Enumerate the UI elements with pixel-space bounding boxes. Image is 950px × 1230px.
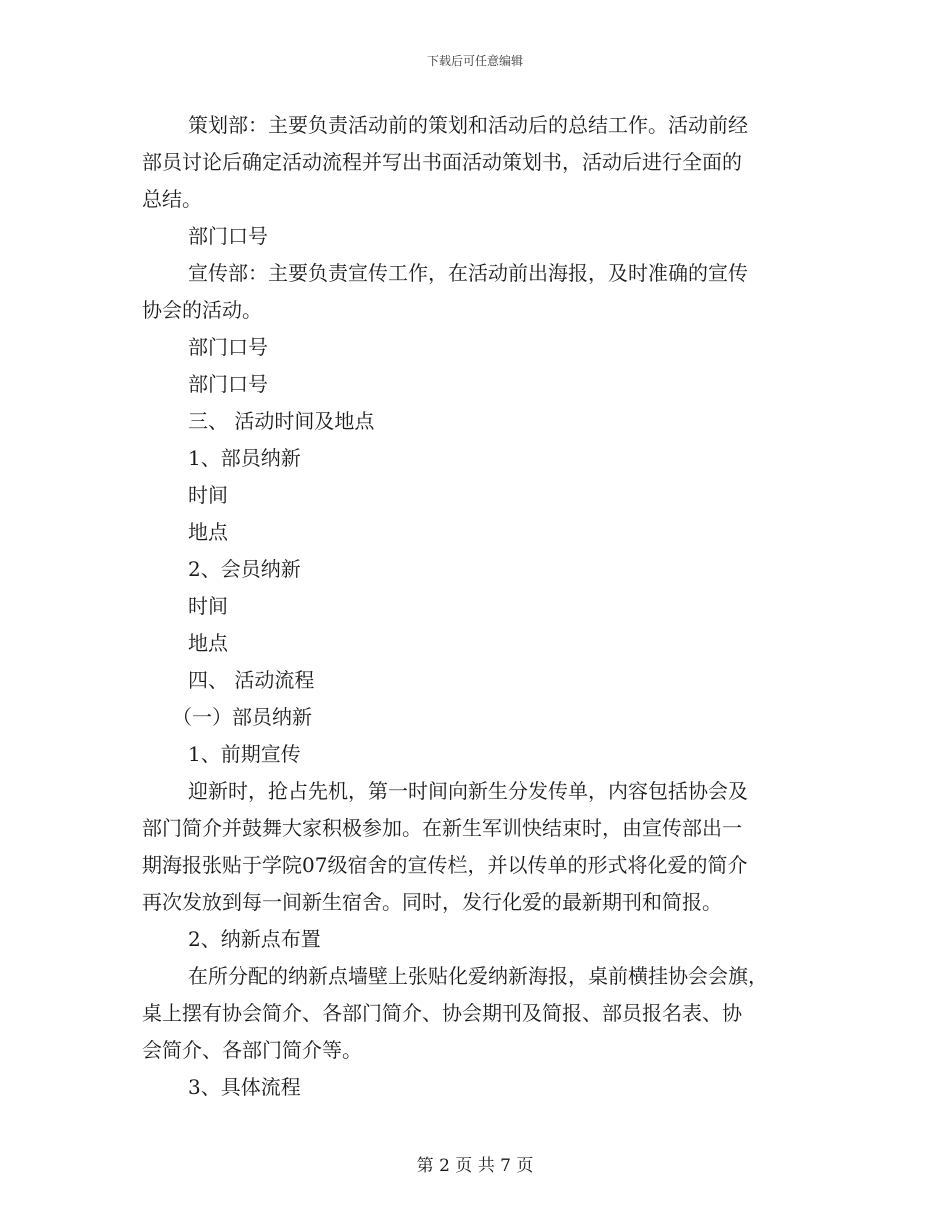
paragraph-line: 部员讨论后确定活动流程并写出书面活动策划书，活动后进行全面的 (142, 150, 742, 174)
paragraph-line: 地点 (188, 631, 228, 655)
paragraph-line: 协会的活动。 (142, 298, 262, 322)
subsection-heading: （一）部员纳新 (172, 705, 312, 729)
subsection-heading: 1、部员纳新 (188, 446, 301, 470)
paragraph-line: 部门口号 (188, 335, 268, 359)
paragraph-line: 策划部：主要负责活动前的策划和活动后的总结工作。活动前经 (188, 113, 748, 137)
paragraph-line: 时间 (188, 483, 228, 507)
paragraph-line: 期海报张贴于学院07级宿舍的宣传栏，并以传单的形式将化爱的简介 (142, 853, 748, 877)
paragraph-line: 地点 (188, 520, 228, 544)
paragraph-line: 迎新时，抢占先机，第一时间向新生分发传单，内容包括协会及 (188, 779, 748, 803)
subsection-heading: 1、前期宣传 (188, 742, 301, 766)
page-number: 第 2 页 共 7 页 (416, 1156, 534, 1176)
section-heading: 四、 活动流程 (188, 668, 315, 692)
paragraph-line: 会简介、各部门简介等。 (142, 1038, 362, 1062)
document-body (142, 107, 808, 1106)
paragraph-line: 再次发放到每一间新生宿舍。同时，发行化爱的最新期刊和简报。 (142, 890, 722, 914)
paragraph-line: 部门口号 (188, 372, 268, 396)
paragraph-line: 宣传部：主要负责宣传工作，在活动前出海报，及时准确的宣传 (188, 261, 748, 285)
section-heading: 三、 活动时间及地点 (188, 409, 375, 433)
paragraph-line: 在所分配的纳新点墙壁上张贴化爱纳新海报，桌前横挂协会会旗， (188, 964, 768, 988)
paragraph-line: 桌上摆有协会简介、各部门简介、协会期刊及简报、部员报名表、协 (142, 1001, 742, 1025)
page-header: 下载后可任意编辑 (426, 54, 523, 68)
paragraph-line: 部门口号 (188, 224, 268, 248)
subsection-heading: 2、会员纳新 (188, 557, 301, 581)
paragraph-line: 部门简介并鼓舞大家积极参加。在新生军训快结束时，由宣传部出一 (142, 816, 742, 840)
subsection-heading: 3、具体流程 (188, 1075, 301, 1099)
paragraph-line: 总结。 (142, 187, 202, 211)
subsection-heading: 2、纳新点布置 (188, 927, 321, 951)
paragraph-line: 时间 (188, 594, 228, 618)
